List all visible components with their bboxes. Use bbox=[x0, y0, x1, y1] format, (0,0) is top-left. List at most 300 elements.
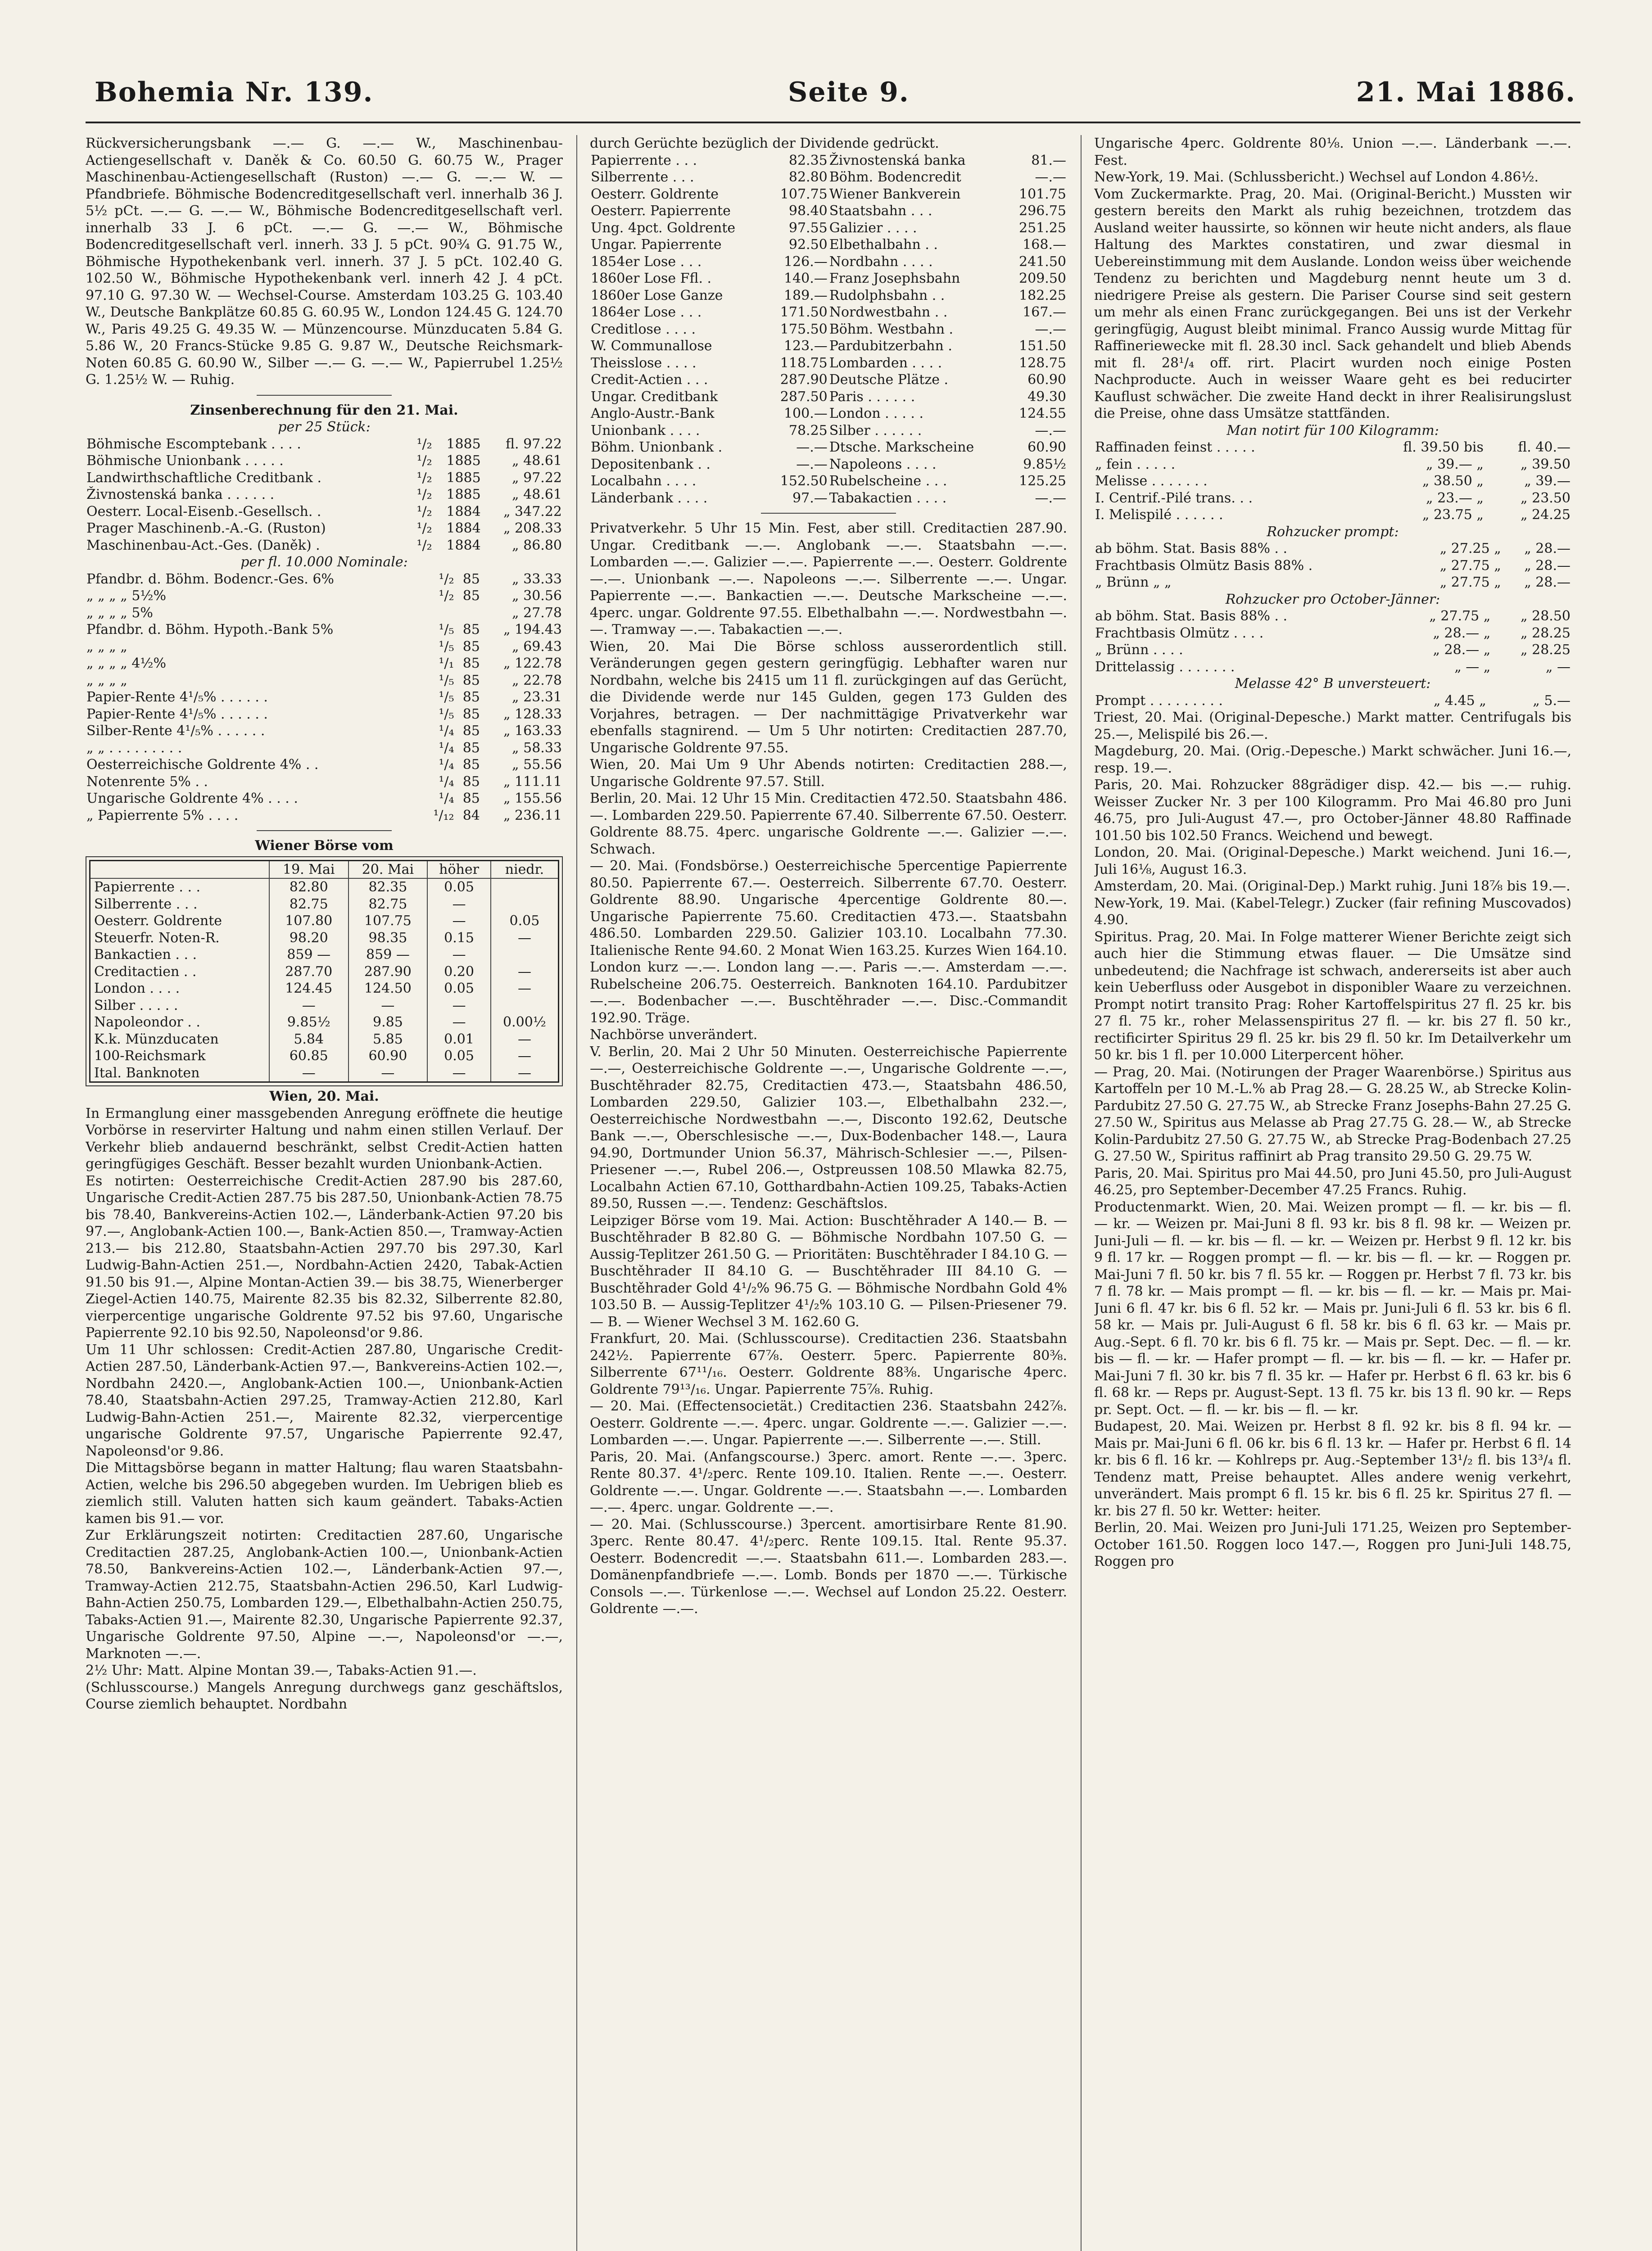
table-cell: 49.30 bbox=[1027, 389, 1066, 405]
table-row bbox=[86, 520, 563, 537]
table-row bbox=[590, 152, 1067, 169]
table-cell: 9.85½ bbox=[269, 1014, 349, 1031]
table-cell: 85 bbox=[462, 622, 480, 637]
table-row bbox=[86, 773, 563, 791]
column-middle bbox=[590, 135, 1067, 2251]
table-cell: „ 48.61 bbox=[512, 453, 562, 469]
paragraph: Ungarische 4perc. Goldrente 80⅛. Union —.—. Länderbank —.—. Fest. bbox=[1094, 136, 1571, 168]
table-cell: 151.50 bbox=[1019, 338, 1066, 354]
table-row bbox=[90, 997, 559, 1014]
table-cell: 124.50 bbox=[349, 980, 428, 997]
table-row bbox=[90, 1048, 559, 1065]
table-cell: 125.25 bbox=[1019, 473, 1066, 489]
table-row bbox=[590, 371, 1067, 389]
table-cell: 287.70 bbox=[269, 963, 349, 981]
sugar-market-report bbox=[1094, 135, 1571, 422]
table-cell: 1860er Lose Ffl. . bbox=[591, 271, 712, 286]
table-cell: — bbox=[427, 913, 491, 930]
table-cell: 85 bbox=[462, 571, 480, 587]
table-cell: ab böhm. Stat. Basis 88% . . bbox=[1095, 608, 1288, 624]
table-cell: 97.— bbox=[792, 490, 828, 506]
table-cell: Böhm. Westbahn . bbox=[829, 321, 954, 337]
table-row bbox=[590, 287, 1067, 304]
table-cell: Ungarische Goldrente 4% . . . . bbox=[86, 791, 298, 806]
table-cell: ¹/₄ bbox=[439, 723, 454, 739]
divider bbox=[761, 513, 896, 514]
table-cell: — bbox=[427, 946, 491, 963]
table-cell: Ungar. Papierrente bbox=[591, 237, 722, 253]
table-cell: — bbox=[349, 1065, 428, 1082]
table-cell: „ 28.— „ bbox=[1433, 625, 1491, 641]
table-cell: Napoleons . . . . bbox=[829, 456, 937, 472]
table-cell: 152.50 bbox=[780, 473, 828, 489]
table-cell: 1884 bbox=[446, 537, 481, 553]
table-cell: 100.— bbox=[783, 406, 828, 421]
table-cell: „ 27.75 „ bbox=[1429, 608, 1491, 624]
table-row bbox=[1094, 608, 1571, 625]
paragraph: — Prag, 20. Mai. (Notirungen der Prager Waarenbörse.) Spiritus aus Kartoffeln per 10 M.-L.% ab Prag 28.— G. 28.25 W., ab Strecke Kolin-Pardubitz 27.50 G. 27.75 W., ab Strecke Franz Josephs-Bahn 27.25 G. 27.50 W., Spiritus aus Melasse ab Prag 27.75 G. 28.— W., ab Strecke Kolin-Pardubitz 27.50 G. 27.75 W., ab Strecke Prag-Bodenbach 27.25 G. 27.50 W., Spiritus raffinirt ab Prag transito 29.50 G. 29.75 W. bbox=[1094, 1064, 1571, 1164]
paragraph: Berlin, 20. Mai. 12 Uhr 15 Min. Creditactien 472.50. Staatsbahn 486.—. Lombarden 229.50. Papierrente 67.40. Silberrente 67.50. Oesterr. Goldrente 88.75. 4perc. ungarische Goldrente —.—. Galizier —.—. Schwach. bbox=[590, 791, 1067, 857]
table-cell: 107.80 bbox=[269, 913, 349, 930]
table-cell: 128.75 bbox=[1019, 355, 1066, 371]
table-cell: Silber . . . . . bbox=[90, 997, 269, 1014]
paragraph: London, 20. Mai. (Original-Depesche.) Markt weichend. Juni 16.—, Juli 16⅛, August 16.3. bbox=[1094, 845, 1571, 877]
table-cell: Depositenbank . . bbox=[591, 456, 711, 472]
table-cell: Silber . . . . . . bbox=[829, 422, 922, 438]
table-cell: — bbox=[491, 1065, 559, 1082]
table-cell: ab böhm. Stat. Basis 88% . . bbox=[1095, 541, 1288, 556]
table-cell: Elbethalbahn . . bbox=[829, 237, 938, 253]
table-cell: Staatsbahn . . . bbox=[829, 203, 932, 219]
sugar-price-table bbox=[1094, 439, 1571, 524]
table-cell: „ „ „ „ 5% bbox=[86, 605, 153, 621]
column-divider bbox=[576, 135, 577, 2251]
table-cell: „ 28.— bbox=[1524, 574, 1571, 590]
column-header: 20. Mai bbox=[349, 860, 428, 878]
table-cell: Prager Maschinenb.-A.-G. (Ruston) bbox=[86, 520, 326, 536]
column-left bbox=[86, 135, 563, 2251]
stock-exchange-box bbox=[86, 856, 563, 1087]
paragraph: New-York, 19. Mai. (Schlussbericht.) Wechsel auf London 4.86½. bbox=[1094, 169, 1539, 185]
table-row bbox=[590, 220, 1067, 237]
table-row bbox=[86, 723, 563, 740]
paragraph: Magdeburg, 20. Mai. (Orig.-Depesche.) Markt schwächer. Juni 16.—, resp. 19.—. bbox=[1094, 743, 1571, 776]
table-cell: — bbox=[491, 963, 559, 981]
table-cell: „ 155.56 bbox=[503, 791, 562, 806]
table-row bbox=[1094, 473, 1571, 490]
table-cell: „ 38.50 „ bbox=[1422, 473, 1484, 489]
table-row bbox=[1094, 642, 1571, 659]
raw-sugar-table bbox=[1094, 540, 1571, 591]
table-row bbox=[90, 1031, 559, 1048]
table-cell: — bbox=[491, 1031, 559, 1048]
table-cell: „ „ „ „ 4½% bbox=[86, 655, 166, 671]
section-heading: Wiener Börse vom bbox=[255, 838, 394, 854]
table-row bbox=[86, 638, 563, 655]
divider bbox=[257, 395, 392, 396]
table-cell: 296.75 bbox=[1019, 203, 1066, 219]
table-cell: 82.80 bbox=[788, 169, 828, 185]
table-cell: 1885 bbox=[446, 436, 481, 452]
table-cell: ¹/₂ bbox=[416, 453, 432, 469]
table-cell: „ 28.— „ bbox=[1433, 642, 1491, 658]
table-cell: 209.50 bbox=[1019, 271, 1066, 286]
commodity-reports bbox=[1094, 709, 1571, 1570]
table-cell: „ 28.— bbox=[1524, 557, 1571, 574]
table-cell: 1864er Lose . . . bbox=[591, 304, 702, 320]
section-heading: Zinsenberechnung für den 21. Mai. bbox=[190, 402, 458, 418]
table-cell: ¹/₄ bbox=[439, 757, 454, 773]
column-right bbox=[1094, 135, 1571, 2251]
table-cell: 1860er Lose Ganze bbox=[591, 287, 723, 303]
table-cell: Steuerfr. Noten-R. bbox=[90, 930, 269, 947]
table-cell: 5.84 bbox=[269, 1031, 349, 1048]
table-cell: ¹/₁₂ bbox=[433, 807, 454, 823]
table-cell: 81.— bbox=[1031, 152, 1066, 168]
table-cell: 82.75 bbox=[349, 896, 428, 913]
paragraph: Die Mittagsbörse begann in matter Haltung; flau waren Staatsbahn-Actien, welche bis 296.50 abgegeben wurden. Im Uebrigen blieb es ziemlich still. Valuten hatten sich kaum geändert. Tabaks-Actien kamen bis 91.— vor. bbox=[86, 1460, 563, 1527]
table-cell: 0.05 bbox=[427, 980, 491, 997]
table-cell: „ „ „ „ bbox=[86, 638, 127, 655]
table-cell: „ 347.22 bbox=[503, 503, 562, 520]
table-cell: 0.05 bbox=[491, 913, 559, 930]
table-cell: — bbox=[427, 896, 491, 913]
table-row bbox=[590, 405, 1067, 422]
table-cell: 82.75 bbox=[269, 896, 349, 913]
paragraph: Triest, 20. Mai. (Original-Depesche.) Markt matter. Centrifugals bis 25.—, Melispilé bis 26.—. bbox=[1094, 710, 1571, 742]
table-cell: „ 86.80 bbox=[512, 537, 562, 553]
table-cell: 85 bbox=[462, 672, 480, 688]
paragraph: V. Berlin, 20. Mai 2 Uhr 50 Minuten. Oesterreichische Papierrente —.—, Oesterreichische Goldrente —.—, Ungarische Goldrente —.—, Buschtěhrader 82.75, Creditactien 473.—, Staatsbahn 486.50, Lombarden 229.50, Galizier 103.—, Elbethalbahn 232.—, Oesterreichische Nordwestbahn —.—, Disconto 192.62, Deutsche Bank —.—, Oberschlesische —.—, Dux-Bodenbacher 148.—, Laura 94.90, Dortmunder Union 56.37, Mährisch-Schlesier —.—, Pilsen-Priesener —.—, Rubel 206.—, Ostpreussen 108.50 Mlawka 82.75, Localbahn Actien 67.10, Gotthardbahn-Actien 109.25, Tabaks-Actien 89.50, Russen —.—. Tendenz: Geschäftslos. bbox=[590, 1044, 1067, 1211]
masthead-title: Bohemia Nr. 139. bbox=[95, 77, 374, 108]
paragraph: Budapest, 20. Mai. Weizen pr. Herbst 8 fl. 92 kr. bis 8 fl. 94 kr. — Mais pr. Mai-Juni 6 fl. 06 kr. bis 6 fl. 13 kr. — Hafer pr. Herbst 6 fl. 14 kr. bis 6 fl. 16 kr. — Kohlreps pr. Aug.-September 13¹/₂ fl. bis 13³/₄ fl. Tendenz matt, Preise behauptet. Alles andere wenig verkehrt, unverändert. Mais prompt 6 fl. 15 kr. bis 6 fl. 25 kr. Spiritus 27 fl. — kr. bis 27 fl. 50 kr. Wetter: heiter. bbox=[1094, 1419, 1571, 1519]
table-cell: 1885 bbox=[446, 470, 481, 486]
table-cell: — bbox=[491, 1048, 559, 1065]
table-cell: „ 48.61 bbox=[512, 487, 562, 502]
table-cell: „ 55.56 bbox=[512, 757, 562, 773]
table-cell: 126.— bbox=[783, 253, 828, 270]
table-cell: Raffinaden feinst . . . . . bbox=[1095, 439, 1255, 455]
table-cell: 189.— bbox=[783, 287, 828, 303]
column-header bbox=[90, 860, 269, 878]
table-cell: 1884 bbox=[446, 520, 481, 536]
table-cell: Živnostenská banka bbox=[829, 152, 966, 168]
paragraph: Leipziger Börse vom 19. Mai. Action: Buschtěhrader A 140.— B. — Buschtěhrader B 82.80 G. — Böhmische Nordbahn 107.50 G. — Aussig-Teplitzer 261.50 G. — Prioritäten: Buschtěhrader I 84.10 G. — Buschtěhrader II 84.10 G. — Buschtěhrader III 84.10 G. — Buschtěhrader Gold 4¹/₂% 96.75 G. — Böhmische Nordbahn Gold 4% 103.50 B. — Aussig-Teplitzer 4¹/₂% 103.10 G. — Pilsen-Priesener 79.— B. — Wiener Wechsel 3 M. 162.60 G. bbox=[590, 1212, 1067, 1330]
table-row bbox=[86, 672, 563, 689]
table-cell: „ 39.— „ bbox=[1426, 456, 1484, 472]
table-cell: ¹/₄ bbox=[439, 740, 454, 756]
table-cell: — bbox=[491, 980, 559, 997]
table-cell: ¹/₂ bbox=[416, 470, 432, 486]
paragraph: Um 11 Uhr schlossen: Credit-Actien 287.80, Ungarische Credit-Actien 287.50, Länderbank-Actien 97.—, Bankvereins-Actien 102.—, Nordbahn 2420.—, Anglobank-Actien 100.—, Unionbank-Actien 78.40, Staatsbahn-Actien 297.25, Tramway-Actien 212.80, Karl Ludwig-Bahn-Actien 251.—, Mairente 82.32, vierpercentige ungarische Goldrente 97.57, Ungarische Papierrente 92.47, Napoleonsd'or 9.86. bbox=[86, 1342, 563, 1459]
table-row bbox=[1094, 659, 1571, 676]
table-cell bbox=[455, 605, 481, 622]
table-cell: Rubelscheine . . . bbox=[829, 473, 947, 489]
table-cell: „ 23.50 bbox=[1521, 490, 1571, 506]
table-cell: Pardubitzerbahn . bbox=[829, 338, 952, 354]
table-cell: Wiener Bankverein bbox=[829, 186, 961, 202]
table-cell: Böhm. Bodencredit bbox=[829, 169, 961, 185]
section-subheading: Rohzucker pro October-Jänner: bbox=[1225, 591, 1440, 607]
paragraph: Productenmarkt. Wien, 20. Mai. Weizen prompt — fl. — kr. bis — fl. — kr. — Weizen pr. Mai-Juni 8 fl. 93 kr. bis 8 fl. 98 kr. — Weizen pr. Juni-Juli — fl. — kr. bis — fl. — kr. — Weizen pr. Herbst 9 fl. 12 kr. bis 9 fl. 17 kr. — Roggen prompt — fl. — kr. bis — fl. — kr. — Roggen pr. Mai-Juni 7 fl. 50 kr. bis 7 fl. 55 kr. — Roggen pr. Herbst 7 fl. 73 kr. bis 7 fl. 78 kr. — Mais prompt — fl. — kr. bis — fl. — kr. — Mais pr. Mai-Juni 6 fl. 47 kr. bis 6 fl. 52 kr. — Mais pr. Juni-Juli 6 fl. 53 kr. bis 6 fl. 58 kr. — Mais pr. Juli-August 6 fl. 58 kr. bis 6 fl. 63 kr. — Mais pr. Aug.-Sept. 6 fl. 70 kr. bis 6 fl. 75 kr. — Mais pr. Sept. Dec. — fl. — kr. bis — fl. — kr. — Hafer prompt — fl. — kr. bis — fl. — kr. — Hafer pr. Mai-Juni 7 fl. 30 kr. bis 7 fl. 35 kr. — Hafer pr. Herbst 6 fl. 63 kr. bis 6 fl. 68 kr. — Reps pr. August-Sept. 13 fl. 75 kr. bis 13 fl. 90 kr. — Reps pr. Sept. Oct. — fl. — kr. bis — fl. — kr. bbox=[1094, 1199, 1571, 1418]
table-cell: „ 97.22 bbox=[512, 470, 562, 486]
table-cell: 0.05 bbox=[427, 1048, 491, 1065]
mortgage-bond-table bbox=[86, 571, 563, 824]
table-row bbox=[590, 321, 1067, 338]
table-row bbox=[590, 253, 1067, 271]
table-cell: 85 bbox=[462, 638, 480, 655]
paragraph: Berlin, 20. Mai. Weizen pro Juni-Juli 171.25, Weizen pro September-October 161.50. Roggen loco 147.—, Roggen pro Juni-Juli 148.75, Roggen pro bbox=[1094, 1520, 1571, 1569]
column-header: niedr. bbox=[491, 860, 559, 878]
table-cell: 287.50 bbox=[780, 389, 828, 405]
table-cell: 85 bbox=[462, 740, 480, 756]
table-cell: 118.75 bbox=[780, 355, 828, 371]
table-cell: fl. 39.50 bis bbox=[1403, 439, 1484, 455]
paragraph: Vom Zuckermarkte. Prag, 20. Mai. (Original-Bericht.) Mussten wir gestern bereits den Markt als ruhig bezeichnen, trotzdem das Ausland weiter haussirte, so können wir heute nicht anders, als flaue Haltung des Marktes constatiren, und zwar diesmal in Uebereinstimmung mit dem Auslande. London weiss über weichende Tendenz zu berichten und Magdeburg nennt heute um 3 d. niedrigere Preise als gestern. Die Pariser Course sind seit gestern um mehr als einen Franc zurückgegangen. Bei uns ist der Verkehr geringfügig, August bleibt minimal. Franco Aussig wurde Mittag für Raffineriewecke mit fl. 28.30 incl. Sack gehandelt und blieb Abends mit fl. 28¹/₄ off. rirt. Placirt wurden noch einige Posten Nachproducte. Auch in weisser Waare geht es bei reducirter Kauflust schwächer. Die zweite Hand deckt in ihrer Realisirungslust die Preise, ohne dass Umsätze stattfänden. bbox=[1094, 186, 1571, 421]
table-cell: Papierrente . . . bbox=[90, 878, 269, 896]
molasses-table bbox=[1094, 692, 1571, 710]
table-cell: 1884 bbox=[446, 503, 481, 520]
table-cell: 92.50 bbox=[788, 237, 828, 253]
table-cell: 251.25 bbox=[1019, 220, 1066, 236]
table-cell: 168.— bbox=[1023, 237, 1066, 253]
table-cell: Tabakactien . . . . bbox=[829, 490, 947, 506]
table-cell: Silber-Rente 4¹/₅% . . . . . . bbox=[86, 723, 265, 739]
table-row bbox=[90, 896, 559, 913]
paragraph: In Ermanglung einer massgebenden Anregung eröffnete die heutige Vorbörse in reservirter Haltung und nahm einen stillen Verlauf. Der Verkehr blieb andauernd beschränkt, selbst Credit-Actien hatten geringfügiges Geschäft. Besser bezahlt wurden Unionbank-Actien. bbox=[86, 1105, 563, 1172]
table-cell: Napoleondor . . bbox=[90, 1014, 269, 1031]
table-cell: 0.15 bbox=[427, 930, 491, 947]
table-cell: Ung. 4pct. Goldrente bbox=[591, 220, 736, 236]
table-cell: „ — bbox=[1545, 659, 1571, 675]
table-cell: Živnostenská banka . . . . . . bbox=[86, 487, 275, 502]
paragraph: — 20. Mai. (Fondsbörse.) Oesterreichische 5percentige Papierrente 80.50. Papierrente 67.—. Oesterreich. Silberrente 67.70. Oesterr. Goldrente 88.90. Ungarische 4percentige Goldrente 80.—. Ungarische Papierrente 75.60. Creditactien 473.—. Staatsbahn 486.50. Lombarden 229.50. Galizier 103.10. Localbahn 77.30. Italienische Rente 94.60. 2 Monat Wien 163.25. Kurzes Wien 164.10. London kurz —.—. London lang —.—. Paris —.—. Amsterdam —.—. Rubelscheine 206.75. Oesterreich. Banknoten 164.10. Pardubitzer —.—. Bodenbacher —.—. Buschtěhrader —.—. Disc.-Commandit 192.90. Träge. bbox=[590, 858, 1067, 1026]
column-header: 19. Mai bbox=[269, 860, 349, 878]
table-cell: Localbahn . . . . bbox=[591, 473, 697, 489]
table-cell: „ 28.25 bbox=[1521, 642, 1571, 658]
table-cell: „ 33.33 bbox=[512, 571, 562, 587]
table-cell: 5.85 bbox=[349, 1031, 428, 1048]
table-row bbox=[1094, 574, 1571, 591]
paragraph: 2½ Uhr: Matt. Alpine Montan 39.—, Tabaks-Actien 91.—. bbox=[86, 1663, 477, 1678]
table-cell: — bbox=[427, 1014, 491, 1031]
table-cell: „ 58.33 bbox=[512, 740, 562, 756]
table-cell: ¹/₂ bbox=[416, 503, 432, 520]
table-row bbox=[1094, 456, 1571, 473]
table-cell: 85 bbox=[462, 757, 480, 773]
table-cell: Frachtbasis Olmütz . . . . bbox=[1095, 625, 1264, 641]
table-row bbox=[86, 503, 563, 520]
table-cell: „ 22.78 bbox=[512, 672, 562, 688]
interest-table bbox=[86, 436, 563, 554]
table-row bbox=[90, 963, 559, 981]
table-row bbox=[90, 946, 559, 963]
column-header: höher bbox=[427, 860, 491, 878]
table-cell: „ 39.50 bbox=[1521, 456, 1571, 472]
table-cell: 98.35 bbox=[349, 930, 428, 947]
paragraph: (Schlusscourse.) Mangels Anregung durchwegs ganz geschäftslos, Course ziemlich behauptet. Nordbahn bbox=[86, 1679, 563, 1712]
paragraph: New-York, 19. Mai. (Kabel-Telegr.) Zucker (fair refining Muscovados) 4.90. bbox=[1094, 895, 1571, 928]
table-cell: ¹/₅ bbox=[439, 706, 454, 722]
newspaper-page bbox=[86, 59, 1580, 2251]
table-cell: —.— bbox=[1035, 422, 1066, 438]
table-cell: ¹/₅ bbox=[439, 689, 454, 705]
table-cell: ¹/₂ bbox=[416, 537, 432, 553]
table-cell: 0.00½ bbox=[491, 1014, 559, 1031]
table-cell: 60.90 bbox=[1027, 372, 1066, 388]
table-cell: „ Papierrente 5% . . . . bbox=[86, 807, 239, 823]
table-cell: ¹/₄ bbox=[439, 791, 454, 806]
table-cell: 182.25 bbox=[1019, 287, 1066, 303]
table-cell: Paris . . . . . . bbox=[829, 389, 915, 405]
divider bbox=[257, 830, 392, 831]
table-cell: 78.25 bbox=[788, 422, 828, 438]
table-cell: 85 bbox=[462, 791, 480, 806]
table-cell: 167.— bbox=[1023, 304, 1066, 320]
table-cell: —.— bbox=[796, 439, 828, 455]
table-cell: 9.85½ bbox=[1023, 456, 1066, 472]
table-cell: Creditactien . . bbox=[90, 963, 269, 981]
table-cell: 107.75 bbox=[349, 913, 428, 930]
table-row bbox=[1094, 439, 1571, 456]
paragraph: Paris, 20. Mai. Rohzucker 88grädiger disp. 42.— bis —.— ruhig. Weisser Zucker Nr. 3 per 100 Kilogramm. Pro Mai 46.80 pro Juni 46.75, pro Juli-August 47.—, pro October-Jänner 48.80 Raffinade 101.50 bis 102.50 Francs. Weichend und bewegt. bbox=[1094, 777, 1571, 844]
table-cell: Unionbank . . . . bbox=[591, 422, 700, 438]
table-row bbox=[86, 740, 563, 757]
table-cell: „ „ „ „ bbox=[86, 672, 127, 688]
table-cell: W. Communallose bbox=[591, 338, 712, 354]
paragraph: Frankfurt, 20. Mai. (Schlusscourse). Creditactien 236. Staatsbahn 242½. Papierrente 67⅞. Oesterr. 5perc. Papierrente 80⅜. Silberrente 67¹¹/₁₆. Oesterr. Goldrente 88⅜. Ungarische 4perc. Goldrente 79¹³/₁₆. Ungar. Papierrente 75⅞. Ruhig. bbox=[590, 1331, 1067, 1397]
vienna-report bbox=[86, 1105, 563, 1713]
report-intro: durch Gerüchte bezüglich der Dividende gedrückt. bbox=[590, 136, 939, 151]
table-cell: 100-Reichsmark bbox=[90, 1048, 269, 1065]
table-cell: 0.20 bbox=[427, 963, 491, 981]
table-cell: — bbox=[349, 997, 428, 1014]
table-cell: „ 27.78 bbox=[512, 605, 562, 621]
table-cell: „ 236.11 bbox=[503, 807, 562, 823]
table-row bbox=[1094, 625, 1571, 642]
table-cell: „ 128.33 bbox=[503, 706, 562, 722]
table-row bbox=[90, 980, 559, 997]
table-cell: 82.35 bbox=[788, 152, 828, 168]
table-cell: ¹/₅ bbox=[439, 638, 454, 655]
table-cell: 859 — bbox=[349, 946, 428, 963]
table-row bbox=[590, 270, 1067, 287]
table-row bbox=[590, 439, 1067, 456]
table-row bbox=[590, 169, 1067, 186]
table-cell: 175.50 bbox=[780, 321, 828, 337]
table-cell: „ 122.78 bbox=[503, 655, 562, 671]
table-cell: Oesterr. Goldrente bbox=[591, 186, 719, 202]
table-row bbox=[90, 1065, 559, 1082]
table-row bbox=[86, 588, 563, 605]
table-cell: 85 bbox=[462, 689, 480, 705]
table-cell: Notenrente 5% . . bbox=[86, 773, 208, 790]
table-row bbox=[590, 203, 1067, 220]
table-row bbox=[90, 878, 559, 896]
section-subheading: Melasse 42° B unversteuert: bbox=[1235, 676, 1431, 692]
table-row bbox=[590, 456, 1067, 473]
table-cell: Pfandbr. d. Böhm. Bodencr.-Ges. 6% bbox=[86, 571, 334, 587]
table-cell: Böhmische Unionbank . . . . . bbox=[86, 453, 284, 469]
table-row bbox=[86, 436, 563, 453]
table-cell: „ 111.11 bbox=[503, 773, 562, 790]
table-cell: 1854er Lose . . . bbox=[591, 253, 702, 270]
table-row bbox=[590, 422, 1067, 439]
table-cell: ¹/₄ bbox=[439, 773, 454, 790]
table-row bbox=[86, 807, 563, 824]
paragraph: Wien, 20. Mai Um 9 Uhr Abends notirten: Creditactien 288.—, Ungarische Goldrente 97.57. Still. bbox=[590, 757, 1067, 790]
table-cell: 60.90 bbox=[349, 1048, 428, 1065]
table-row bbox=[86, 706, 563, 723]
table-cell: „ 23.75 „ bbox=[1422, 507, 1484, 523]
table-cell: „ 24.25 bbox=[1521, 507, 1571, 523]
table-row bbox=[86, 486, 563, 503]
table-cell: 287.90 bbox=[349, 963, 428, 981]
table-row bbox=[86, 621, 563, 638]
table-cell: 60.85 bbox=[269, 1048, 349, 1065]
table-cell: Böhmische Escomptebank . . . . bbox=[86, 436, 301, 452]
table-cell bbox=[424, 605, 455, 622]
table-cell: fl. 97.22 bbox=[506, 436, 562, 452]
table-cell bbox=[491, 878, 559, 896]
table-row bbox=[1094, 506, 1571, 524]
table-cell: 82.80 bbox=[269, 878, 349, 896]
table-cell: ¹/₅ bbox=[439, 672, 454, 688]
table-row bbox=[1094, 557, 1571, 574]
table-cell: Credit-Actien . . . bbox=[591, 372, 708, 388]
table-cell bbox=[491, 896, 559, 913]
table-cell: ¹/₂ bbox=[416, 520, 432, 536]
table-cell: 140.— bbox=[783, 271, 828, 286]
table-cell: — bbox=[427, 1065, 491, 1082]
paragraph: — 20. Mai. (Schlusscourse.) 3percent. amortisirbare Rente 81.90. 3perc. Rente 80.47. 4¹/₂perc. Rente 109.15. Ital. Rente 95.37. Oesterr. Bodencredit —.—. Staatsbahn 611.—. Lombarden 283.—. Domänenpfandbriefe —.—. Lomb. Bonds per 1870 —.—. Türkische Consols —.—. Türkenlose —.—. Wechsel auf London 25.22. Oesterr. Goldrente —.—. bbox=[590, 1516, 1067, 1617]
table-cell: Lombarden . . . . bbox=[829, 355, 942, 371]
table-cell: 124.55 bbox=[1019, 406, 1066, 421]
table-row bbox=[590, 186, 1067, 203]
table-cell: „ 69.43 bbox=[512, 638, 562, 655]
table-cell bbox=[491, 946, 559, 963]
table-cell: „ Brünn . . . . bbox=[1095, 642, 1183, 658]
table-cell: 97.55 bbox=[788, 220, 828, 236]
table-cell: „ 163.33 bbox=[503, 723, 562, 739]
table-cell: ¹/₁ bbox=[439, 655, 454, 671]
table-cell: „ 4.45 „ bbox=[1433, 692, 1486, 709]
table-cell: 859 — bbox=[269, 946, 349, 963]
page-number: Seite 9. bbox=[788, 77, 910, 108]
paragraph: Privatverkehr. 5 Uhr 15 Min. Fest, aber still. Creditactien 287.90. Ungar. Creditbank —.—. Anglobank —.—. Staatsbahn —.—. Lombarden —.—. Galizier —.—. Papierrente —.—. Oesterr. Goldrente —.—. Unionbank —.—. Napoleons —.—. Silberrente —.—. Ungar. Papierrente —.—. Bankactien —.—. Deutsche Markscheine —.—. 4perc. ungar. Goldrente 97.55. Elbethalbahn —.—. Nordwestbahn —.—. Tramway —.—. Tabakactien —.—. bbox=[590, 520, 1067, 637]
table-row bbox=[590, 304, 1067, 321]
table-cell: „ Brünn „ „ bbox=[1095, 574, 1172, 590]
paragraph: Wien, 20. Mai Die Börse schloss ausserordentlich still. Veränderungen gegen gestern geringfügig. Lebhafter waren nur Nordbahn, welche bis 2415 um 11 fl. zurückgingen auf das Gerücht, die Dividende werde nur 145 Gulden, gegen 173 Gulden des Vorjahres, betragen. — Der nachmittägige Privatverkehr war ebenfalls stagnirend. — Um 5 Uhr notirten: Creditactien 287.70, Ungarische Goldrente 97.55. bbox=[590, 638, 1067, 756]
table-row bbox=[590, 338, 1067, 355]
table-cell: 85 bbox=[462, 723, 480, 739]
table-cell: 107.75 bbox=[780, 186, 828, 202]
table-cell: 85 bbox=[462, 706, 480, 722]
table-cell: 1885 bbox=[446, 487, 481, 502]
stock-exchange-table bbox=[89, 860, 559, 1083]
table-cell: Creditlose . . . . bbox=[591, 321, 696, 337]
table-cell: —.— bbox=[1035, 321, 1066, 337]
table-row bbox=[86, 689, 563, 706]
table-cell: Melisse . . . . . . . bbox=[1095, 473, 1208, 489]
table-cell: Silberrente . . . bbox=[90, 896, 269, 913]
table-cell: 84 bbox=[462, 807, 480, 823]
table-row bbox=[590, 490, 1067, 507]
table-cell: „ 5.— bbox=[1533, 692, 1571, 709]
paragraph: Zur Erklärungszeit notirten: Creditactien 287.60, Ungarische Creditactien 287.25, Anglobank-Actien 100.—, Unionbank-Actien 78.50, Bankvereins-Actien 102.—, Länderbank-Actien 97.—, Tramway-Actien 212.75, Staatsbahn-Actien 296.50, Karl Ludwig-Bahn-Actien 250.75, Lombarden 129.—, Elbethalbahn-Actien 250.75, Tabaks-Actien 91.—, Mairente 82.30, Ungarische Papierrente 92.37, Ungarische Goldrente 97.50, Alpine —.—, Napoleonsd'or —.—, Marknoten —.—. bbox=[86, 1528, 563, 1662]
table-cell: Deutsche Plätze . bbox=[829, 372, 949, 388]
table-cell: ¹/₅ bbox=[439, 622, 454, 637]
